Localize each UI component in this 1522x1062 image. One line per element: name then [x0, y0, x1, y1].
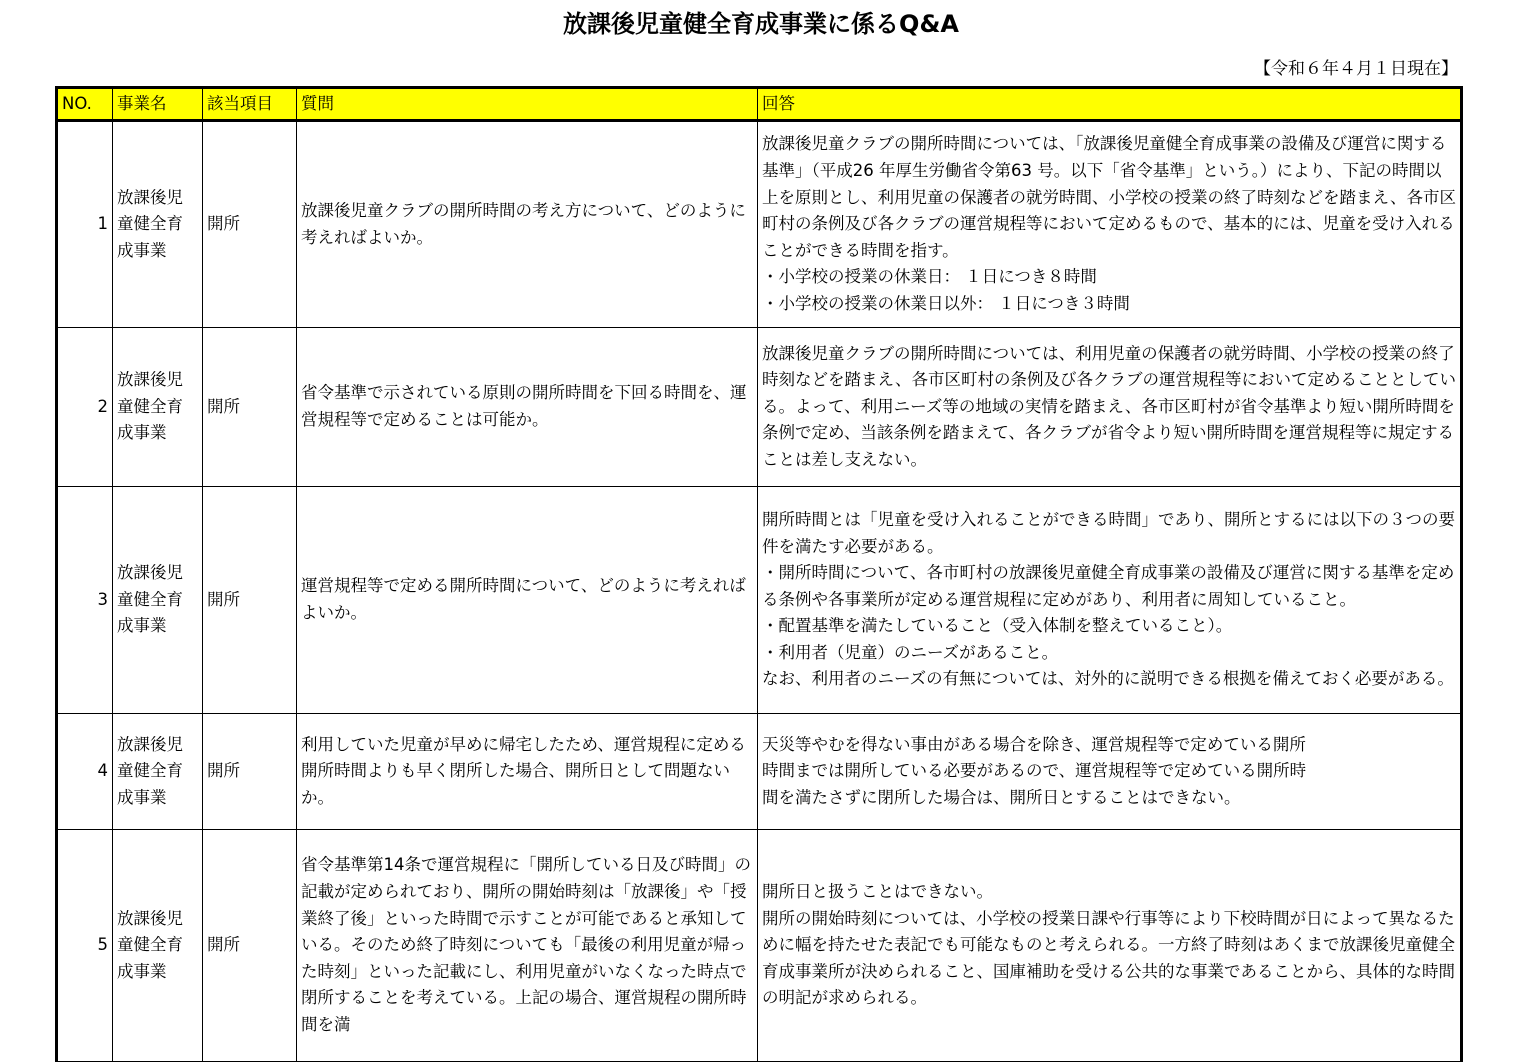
table-row [57, 830, 1462, 1062]
row-number: 5 [57, 830, 113, 1062]
business-name: 放課後児童健全育成事業 [113, 121, 203, 328]
table-row [57, 487, 1462, 714]
answer-line: ・小学校の授業の休業日以外： １日につき３時間 [762, 293, 1130, 313]
answer-line: ・開所時間について、各市町村の放課後児童健全育成事業の設備及び運営に関する基準を定める条例や各事業所が定める運営規程に定めがあり、利用者に周知していること。 [762, 563, 1455, 609]
table-row [57, 714, 1462, 830]
item-name: 開所 [203, 714, 297, 830]
header-answer: 回答 [758, 88, 1462, 121]
row-number: 1 [57, 121, 113, 328]
answer-text [758, 328, 1462, 487]
answer-text [758, 121, 1462, 328]
answer-line: 放課後児童クラブの開所時間については、利用児童の保護者の就労時間、小学校の授業の終了時刻などを踏まえ、各市区町村の条例及び各クラブの運営規程等において定めることとしている。よって、利用ニーズ等の地域の実情を踏まえ、各市区町村が省令基準より短い開所時間を条例で定め、当該条例を踏まえて、各クラブが省令より短い開所時間を運営規程等に規定することは差し支えない。 [762, 343, 1456, 469]
table-row [57, 121, 1462, 328]
answer-line: ・利用者（児童）のニーズがあること。 [762, 642, 1059, 662]
row-number: 2 [57, 328, 113, 487]
answer-text [758, 714, 1462, 830]
item-name: 開所 [203, 830, 297, 1062]
answer-line: なお、利用者のニーズの有無については、対外的に説明できる根拠を備えておく必要がある。 [762, 669, 1454, 689]
item-name: 開所 [203, 121, 297, 328]
question-text: 利用していた児童が早めに帰宅したため、運営規程に定める開所時間よりも早く閉所した場合、開所日として問題ないか。 [297, 714, 758, 830]
item-name: 開所 [203, 328, 297, 487]
header-item: 該当項目 [203, 88, 297, 121]
header-question: 質問 [297, 88, 758, 121]
answer-line: 開所日と扱うことはできない。 [762, 882, 993, 902]
item-name: 開所 [203, 487, 297, 714]
row-number: 4 [57, 714, 113, 830]
business-name: 放課後児童健全育成事業 [113, 830, 203, 1062]
table-row [57, 328, 1462, 487]
business-name: 放課後児童健全育成事業 [113, 328, 203, 487]
answer-line: 天災等やむを得ない事由がある場合を除き、運営規程等で定めている開所 [762, 734, 1306, 754]
as-of-date: 【令和６年４月１日現在】 [1254, 59, 1458, 79]
qa-table [55, 86, 1463, 1062]
question-text: 放課後児童クラブの開所時間の考え方について、どのように考えればよいか。 [297, 121, 758, 328]
business-name: 放課後児童健全育成事業 [113, 487, 203, 714]
answer-line: 間を満たさずに閉所した場合は、開所日とすることはできない。 [762, 787, 1241, 807]
answer-line: 開所時間とは「児童を受け入れることができる時間」であり、開所とするには以下の３つの要件を満たす必要がある。 [762, 509, 1455, 556]
answer-line: ・小学校の授業の休業日： １日につき８時間 [762, 267, 1097, 287]
business-name: 放課後児童健全育成事業 [113, 714, 203, 830]
row-number: 3 [57, 487, 113, 714]
document-title: 放課後児童健全育成事業に係るQ&A [563, 10, 959, 38]
answer-line: 放課後児童クラブの開所時間については、「放課後児童健全育成事業の設備及び運営に関する基準」（平成26 年厚生労働省令第63 号。以下「省令基準」という。）により、下記の時間以上を原則とし、利用児童の保護者の就労時間、小学校の授業の終了時刻などを踏まえ、各市区町村の条例及び各クラブの運営規程等において定めるもので、基本的には、児童を受け入れることができる時間を指す。 [762, 134, 1456, 260]
question-text: 省令基準で示されている原則の開所時間を下回る時間を、運営規程等で定めることは可能か。 [297, 328, 758, 487]
answer-line: ・配置基準を満たしていること（受入体制を整えていること）。 [762, 616, 1233, 636]
answer-line: 時間までは開所している必要があるので、運営規程等で定めている開所時 [762, 761, 1307, 781]
question-text: 省令基準第14条で運営規程に「開所している日及び時間」の記載が定められており、開所の開始時刻は「放課後」や「授業終了後」といった時間で示すことが可能であると承知している。そのため終了時刻についても「最後の利用児童が帰った時刻」といった記載にし、利用児童がいなくなった時点で閉所することを考えている。上記の場合、運営規程の開所時間を満 [297, 830, 758, 1062]
header-no: NO. [57, 88, 113, 121]
table-header-row [57, 88, 1462, 121]
question-text: 運営規程等で定める開所時間について、どのように考えればよいか。 [297, 487, 758, 714]
answer-line: 開所の開始時刻については、小学校の授業日課や行事等により下校時間が日によって異なるために幅を持たせた表記でも可能なものと考えられる。一方終了時刻はあくまで放課後児童健全育成事業所が決められること、国庫補助を受ける公共的な事業であることから、具体的な時間の明記が求められる。 [762, 908, 1455, 1008]
header-business: 事業名 [113, 88, 203, 121]
answer-text [758, 487, 1462, 714]
answer-text [758, 830, 1462, 1062]
